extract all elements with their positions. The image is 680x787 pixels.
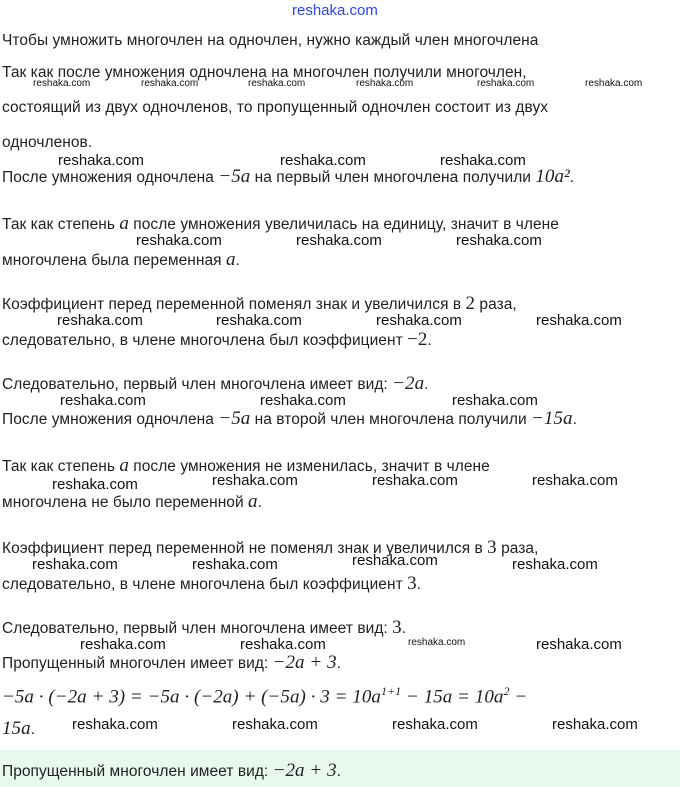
answer-line: Пропущенный многочлен имеет вид: −2a + 3. xyxy=(2,760,341,781)
watermark: reshaka.com xyxy=(280,152,366,169)
watermark: reshaka.com xyxy=(440,152,526,169)
watermark: reshaka.com xyxy=(32,556,118,573)
watermark: reshaka.com xyxy=(452,392,538,409)
text-line-12: Так как степень a после умножения не изменилась, значит в члене xyxy=(2,455,490,476)
watermark: reshaka.com xyxy=(216,312,302,329)
text-line-5: После умножения одночлена −5a на первый член многочлена получили 10a². xyxy=(2,166,575,187)
text-line-11: После умножения одночлена −5a на второй член многочлена получили −15a. xyxy=(2,408,577,429)
text-line-9: следовательно, в члене многочлена был коэффициент −2. xyxy=(2,329,432,350)
text-line-10: Следовательно, первый член многочлена имеет вид: −2a. xyxy=(2,373,429,394)
watermark: reshaka.com xyxy=(80,636,166,653)
watermark: reshaka.com xyxy=(552,716,638,733)
watermark: reshaka.com xyxy=(260,392,346,409)
watermark: reshaka.com xyxy=(232,716,318,733)
text-line-6: Так как степень a после умножения увеличилась на единицу, значит в члене xyxy=(2,213,559,234)
watermark: reshaka.com xyxy=(136,232,222,249)
watermark: reshaka.com xyxy=(585,78,643,89)
watermark: reshaka.com xyxy=(240,636,326,653)
text-line-1: Чтобы умножить многочлен на одночлен, нужно каждый член многочлена xyxy=(2,32,539,49)
watermark: reshaka.com xyxy=(58,152,144,169)
text-line-14: Коэффициент перед переменной не поменял знак и увеличился в 3 раза, xyxy=(2,537,539,558)
watermark: reshaka.com xyxy=(372,472,458,489)
text-line-13: многочлена не было переменной a. xyxy=(2,491,262,512)
watermark: reshaka.com xyxy=(512,556,598,573)
text-line-17: Пропущенный многочлен имеет вид: −2a + 3. xyxy=(2,652,341,673)
text-line-3: состоящий из двух одночленов, то пропущенный одночлен состоит из двух xyxy=(2,99,549,116)
text-line-8: Коэффициент перед переменной поменял знак и увеличился в 2 раза, xyxy=(2,293,517,314)
text-line-7: многочлена была переменная a. xyxy=(2,249,240,270)
watermark: reshaka.com xyxy=(296,232,382,249)
text-line-4: одночленов. xyxy=(2,134,93,151)
watermark: reshaka.com xyxy=(477,78,535,89)
watermark: reshaka.com xyxy=(52,476,138,493)
watermark: reshaka.com xyxy=(536,312,622,329)
watermark: reshaka.com xyxy=(352,552,438,569)
watermark: reshaka.com xyxy=(356,78,414,89)
site-header-link[interactable]: reshaka.com xyxy=(292,2,378,19)
watermark: reshaka.com xyxy=(72,716,158,733)
text-line-16: Следовательно, первый член многочлена имеет вид: 3. xyxy=(2,617,407,638)
watermark: reshaka.com xyxy=(376,312,462,329)
equation-line-2: 15a. xyxy=(2,718,36,739)
watermark: reshaka.com xyxy=(60,392,146,409)
watermark: reshaka.com xyxy=(248,78,306,89)
watermark: reshaka.com xyxy=(532,472,618,489)
watermark: reshaka.com xyxy=(536,636,622,653)
watermark: reshaka.com xyxy=(456,232,542,249)
watermark: reshaka.com xyxy=(212,472,298,489)
text-line-15: следовательно, в члене многочлена был коэффициент 3. xyxy=(2,573,422,594)
watermark: reshaka.com xyxy=(192,556,278,573)
equation-line-1: $-5a \cdot (-2a + 3) = -5a \cdot (-2a) + (-5a) \cdot 3 = 10a^{1+1} - 15a = 10a^2$ − xyxy=(2,684,528,708)
watermark: reshaka.com xyxy=(408,637,466,648)
watermark: reshaka.com xyxy=(141,78,199,89)
watermark: reshaka.com xyxy=(392,716,478,733)
watermark: reshaka.com xyxy=(33,78,91,89)
watermark: reshaka.com xyxy=(57,312,143,329)
text-line-2: Так как после умножения одночлена на многочлен получили многочлен, xyxy=(2,64,527,81)
